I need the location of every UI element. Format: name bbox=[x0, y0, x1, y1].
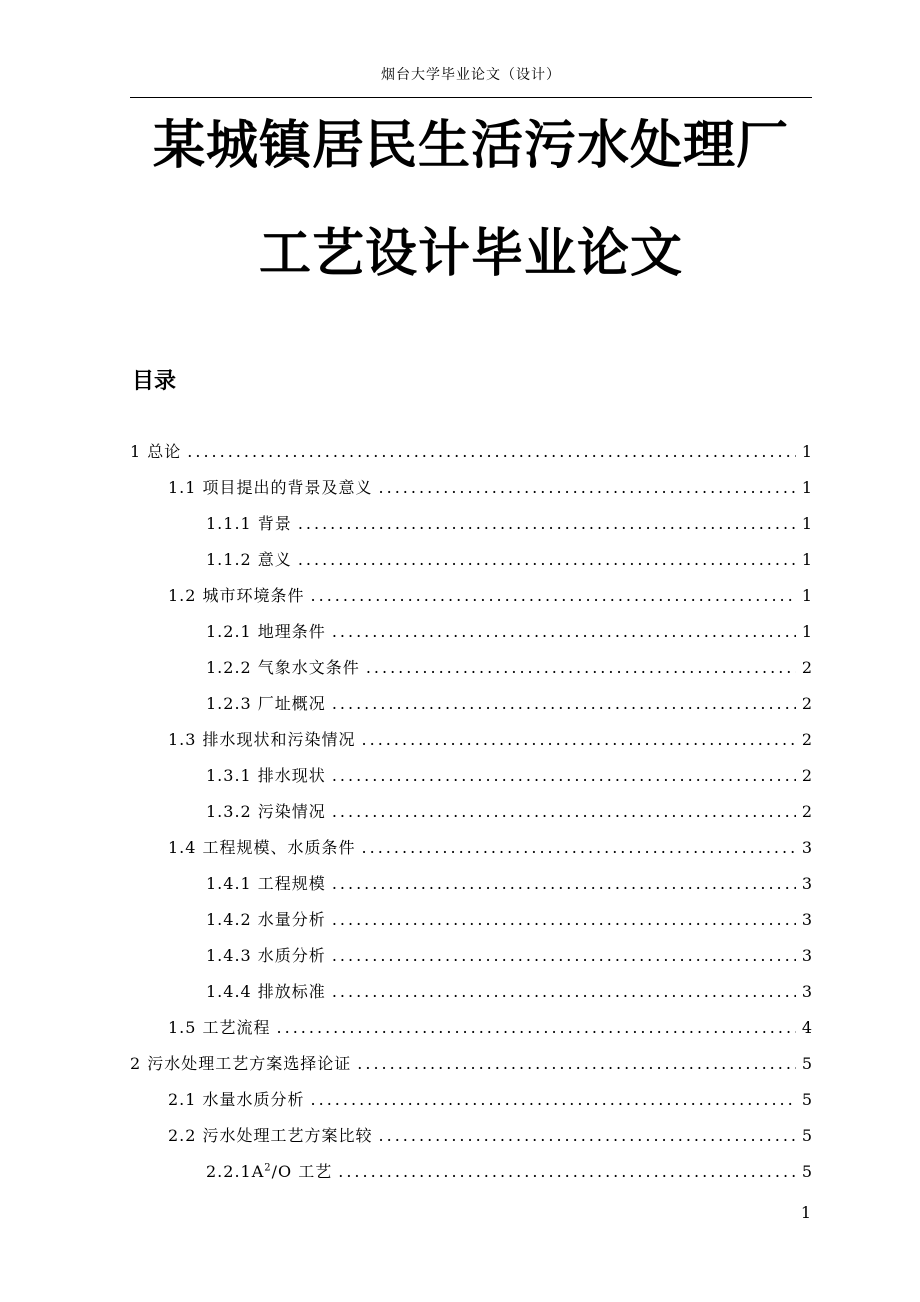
toc-entry[interactable] bbox=[130, 614, 812, 650]
toc-entry-page: 2 bbox=[801, 802, 812, 821]
toc-entry-page: 1 bbox=[801, 550, 812, 569]
toc-entry-title: 1.2.1 地理条件 bbox=[206, 622, 326, 641]
toc-entry[interactable] bbox=[130, 866, 812, 902]
toc-entry[interactable] bbox=[130, 902, 812, 938]
toc-entry-title: 2.1 水量水质分析 bbox=[168, 1090, 305, 1109]
toc-entry-page: 1 bbox=[801, 622, 812, 641]
toc-entry-page: 1 bbox=[801, 442, 812, 461]
toc-leader-dots bbox=[311, 1082, 796, 1118]
toc-leader-dots bbox=[362, 722, 796, 758]
toc-entry[interactable] bbox=[130, 722, 812, 758]
toc-entry-title: 1.4.1 工程规模 bbox=[206, 874, 326, 893]
toc-leader-dots bbox=[298, 542, 796, 578]
toc-entry-page: 1 bbox=[801, 586, 812, 605]
toc-leader-dots bbox=[362, 830, 796, 866]
toc-entry[interactable] bbox=[130, 1010, 812, 1046]
toc-entry[interactable] bbox=[130, 1154, 812, 1190]
toc-entry-title bbox=[206, 1154, 332, 1190]
toc-entry-title: 1.3 排水现状和污染情况 bbox=[168, 730, 356, 749]
toc-entry-title: 1.4.3 水质分析 bbox=[206, 946, 326, 965]
document-title-line-2: 工艺设计毕业论文 bbox=[258, 224, 683, 284]
toc-leader-dots bbox=[187, 434, 796, 470]
toc-leader-dots bbox=[379, 1118, 796, 1154]
toc-entry[interactable] bbox=[130, 578, 812, 614]
toc-entry-title: 1.1 项目提出的背景及意义 bbox=[168, 478, 373, 497]
superscript-2: 2 bbox=[264, 1162, 272, 1174]
toc-heading: 目录 bbox=[132, 369, 177, 394]
toc-leader-dots bbox=[332, 758, 796, 794]
toc-leader-dots bbox=[311, 578, 796, 614]
toc-leader-dots bbox=[379, 470, 796, 506]
running-header: 烟台大学毕业论文（设计） bbox=[381, 67, 561, 83]
toc-entry-title: 1 总论 bbox=[130, 442, 182, 461]
toc-entry[interactable] bbox=[130, 794, 812, 830]
toc-entry-title: 1.4.2 水量分析 bbox=[206, 910, 326, 929]
toc-entry-page: 3 bbox=[801, 982, 812, 1001]
document-title-line-1: 某城镇居民生活污水处理厂 bbox=[152, 116, 789, 176]
toc-entry-title: 1.2.2 气象水文条件 bbox=[206, 658, 360, 677]
toc-entry[interactable] bbox=[130, 686, 812, 722]
toc-entry-title-prefix: 2.2.1A bbox=[206, 1162, 265, 1181]
toc-leader-dots bbox=[332, 614, 796, 650]
toc-entry-title: 1.2 城市环境条件 bbox=[168, 586, 305, 605]
toc-entry-page: 5 bbox=[801, 1126, 812, 1145]
toc-entry[interactable] bbox=[130, 1046, 812, 1082]
toc-entry[interactable] bbox=[130, 830, 812, 866]
toc-leader-dots bbox=[298, 506, 796, 542]
toc-leader-dots bbox=[332, 974, 796, 1010]
toc-entry[interactable] bbox=[130, 1082, 812, 1118]
toc-leader-dots bbox=[332, 794, 796, 830]
toc-entry-page: 4 bbox=[801, 1018, 812, 1037]
toc-entry-title: 1.3.2 污染情况 bbox=[206, 802, 326, 821]
toc-leader-dots bbox=[332, 938, 796, 974]
toc-entry-title: 1.2.3 厂址概况 bbox=[206, 694, 326, 713]
toc-entry-title: 1.4.4 排放标准 bbox=[206, 982, 326, 1001]
toc-entry-title: 1.3.1 排水现状 bbox=[206, 766, 326, 785]
toc-leader-dots bbox=[277, 1010, 796, 1046]
toc-entry-title: 1.4 工程规模、水质条件 bbox=[168, 838, 356, 857]
toc-entry-title: 1.1.1 背景 bbox=[206, 514, 292, 533]
header-rule bbox=[130, 97, 812, 98]
toc-entry-page: 1 bbox=[801, 478, 812, 497]
toc-entry[interactable] bbox=[130, 974, 812, 1010]
toc-entry-page: 3 bbox=[801, 946, 812, 965]
toc-entry-page: 3 bbox=[801, 838, 812, 857]
toc-entry-page: 2 bbox=[801, 766, 812, 785]
toc-entry[interactable] bbox=[130, 1118, 812, 1154]
toc-entry[interactable] bbox=[130, 542, 812, 578]
toc-entry-title: 1.1.2 意义 bbox=[206, 550, 292, 569]
toc-entry-title-suffix: /O 工艺 bbox=[271, 1162, 333, 1181]
toc-entry-page: 5 bbox=[801, 1054, 812, 1073]
table-of-contents bbox=[130, 434, 812, 1190]
toc-entry[interactable] bbox=[130, 506, 812, 542]
toc-entry-page: 2 bbox=[801, 658, 812, 677]
toc-entry[interactable] bbox=[130, 650, 812, 686]
toc-entry-title: 1.5 工艺流程 bbox=[168, 1018, 271, 1037]
toc-entry-page: 5 bbox=[801, 1090, 812, 1109]
toc-leader-dots bbox=[366, 650, 796, 686]
toc-entry-title: 2.2 污水处理工艺方案比较 bbox=[168, 1126, 373, 1145]
toc-leader-dots bbox=[332, 902, 796, 938]
toc-leader-dots bbox=[357, 1046, 796, 1082]
toc-entry[interactable] bbox=[130, 470, 812, 506]
toc-entry-page: 3 bbox=[801, 910, 812, 929]
toc-entry-page: 2 bbox=[801, 730, 812, 749]
toc-entry-page: 2 bbox=[801, 694, 812, 713]
toc-entry[interactable] bbox=[130, 758, 812, 794]
toc-entry[interactable] bbox=[130, 434, 812, 470]
toc-entry-page: 1 bbox=[801, 514, 812, 533]
toc-leader-dots bbox=[338, 1154, 796, 1190]
toc-leader-dots bbox=[332, 866, 796, 902]
toc-entry-page: 3 bbox=[801, 874, 812, 893]
toc-entry[interactable] bbox=[130, 938, 812, 974]
page-number: 1 bbox=[800, 1203, 812, 1222]
toc-entry-title: 2 污水处理工艺方案选择论证 bbox=[130, 1054, 352, 1073]
toc-leader-dots bbox=[332, 686, 796, 722]
toc-entry-page: 5 bbox=[801, 1162, 812, 1181]
